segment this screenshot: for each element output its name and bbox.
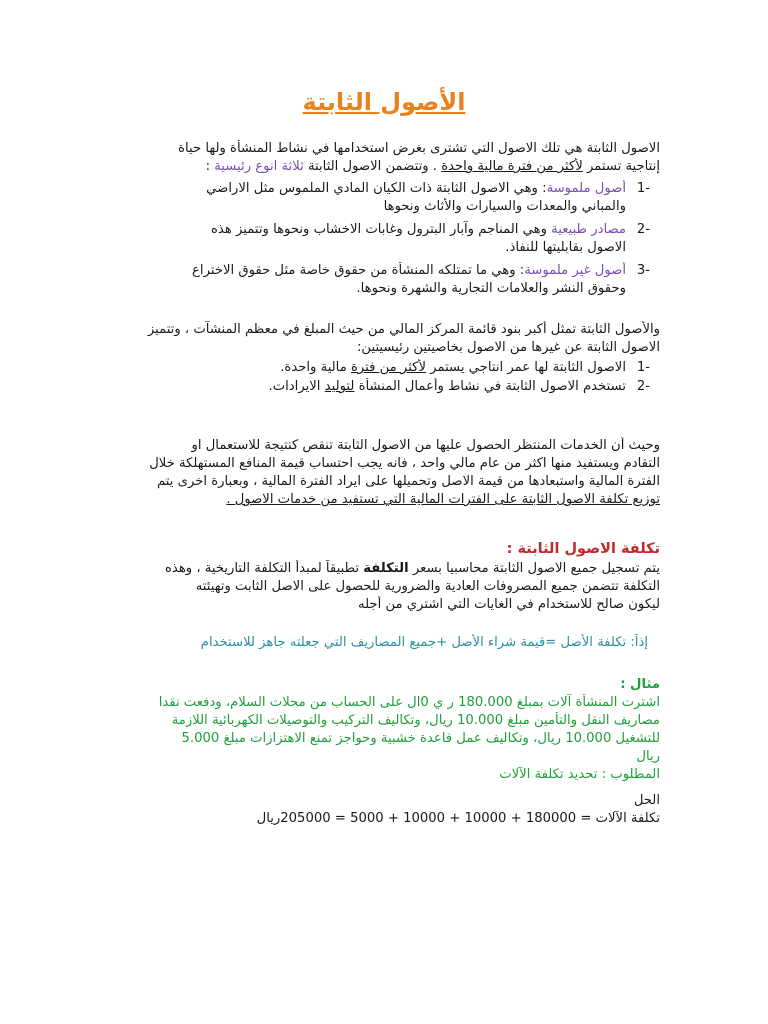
example-required: المطلوب : تحديد تكلفة الآلات <box>499 767 660 782</box>
paragraph-depreciation <box>108 437 660 509</box>
intro-text: إنتاجية تستمر <box>582 159 660 174</box>
list-item <box>110 221 650 257</box>
item-number: -1 <box>636 360 650 375</box>
intro-underlined: لأكثر من فترة مالية واحدة <box>441 159 583 174</box>
example-line: مصاريف النقل والتأمين مبلغ 10.000 ريال، وتكاليف التركيب والتوصيلات الكهربائية اللازمة <box>171 713 660 728</box>
example-line: اشترت المنشأة آلات بمبلغ 180.000 ر ي 0ال على الحساب من محلات السلام، ودفعت نقدا <box>158 695 660 710</box>
item-text-2: الاصول بقابليتها للنفاذ. <box>505 240 626 255</box>
item-name: أصول ملموسة <box>546 181 626 196</box>
item-text: الاصول الثابتة لها عمر انتاجي يستمر <box>425 360 626 375</box>
paragraph-line: الاصول الثابتة عن غيرها من الاصول بخاصيتين رئيسيتين: <box>356 340 660 355</box>
paragraph-line: الفترة المالية واستبعادها من قيمة الاصل وتحميلها على ايراد الفترة المالية ، وبعبارة اخرى يتم <box>157 474 660 489</box>
example-line: ريال <box>636 749 660 764</box>
example-heading: مثال : <box>620 677 660 692</box>
item-text: : وهي الاصول الثابتة ذات الكيان المادي الملموس مثل الاراضي <box>206 181 547 196</box>
item-underlined: لتوليد <box>324 379 355 394</box>
paragraph-bold: التكلفة <box>363 561 409 576</box>
paragraph-text: تطبيقاً لمبدأ التكلفة التاريخية ، وهذه <box>165 561 364 576</box>
item-underlined: لأكثر من فترة <box>350 360 426 375</box>
item-number: -1 <box>636 181 650 196</box>
paragraph-line: وحيث أن الخدمات المنتظر الحصول عليها من الاصول الثابتة تنقص كنتيجة للاستعمال او <box>191 438 660 453</box>
item-text: مالية واحدة. <box>280 360 351 375</box>
item-number: -2 <box>636 222 650 237</box>
solution-label: الحل <box>633 793 660 808</box>
example-section <box>108 676 660 784</box>
list-item <box>110 359 650 377</box>
paragraph-line: والأصول الثابتة تمثل أكبر بنود قائمة المركز المالي من حيث المبلغ في معظم المنشآت ، وتتميز <box>147 322 660 337</box>
page-title: الأصول الثابتة <box>302 88 466 116</box>
list-item <box>110 262 650 298</box>
intro-highlight: ثلاثة انوع رئيسية <box>214 159 304 174</box>
intro-text: . وتتضمن الاصول الثابتة <box>303 159 442 174</box>
list-item <box>110 180 650 216</box>
item-number: -3 <box>636 263 650 278</box>
intro-line-2 <box>108 158 660 176</box>
intro-text: : <box>205 159 215 174</box>
item-text: تستخدم الاصول الثابتة في نشاط وأعمال المنشأة <box>354 379 626 394</box>
item-name: مصادر طبيعية <box>551 222 626 237</box>
item-name: أصول غير ملموسة <box>524 263 626 278</box>
solution-section <box>108 792 660 828</box>
item-text: : وهي ما تمتلكه المنشأة من حقوق خاصة مثل حقوق الاختراع <box>192 263 525 278</box>
cost-section <box>108 538 660 614</box>
item-text: وهي المناجم وآبار البترول وغابات الاخشاب ونحوها وتتميز هذه <box>211 222 552 237</box>
section-heading: تكلفة الاصول الثابتة : <box>506 541 660 557</box>
intro-line-1: الاصول الثابتة هي تلك الاصول التي تشترى بغرض استخدامها في نشاط المنشأة ولها حياة <box>178 141 660 156</box>
cost-formula <box>96 634 648 652</box>
intro-paragraph <box>108 140 660 176</box>
paragraph-line: توزيع تكلفة الاصول الثابتة على الفترات المالية التي تستفيد من خدمات الاصول . <box>226 492 660 507</box>
item-text: الايرادات. <box>268 379 325 394</box>
item-number: -2 <box>636 379 650 394</box>
paragraph-text: يتم تسجيل جميع الاصول الثابتة محاسبيا بسعر <box>408 561 660 576</box>
paragraph-line: التقادم ويستفيد منها اكثر من عام مالي واحد ، فانه يجب احتساب قيمة المنافع المستهلكة خلال <box>149 456 660 471</box>
solution-line: تكلفة الآلات = 180000 + 10000 + 10000 + 5000 = 205000ريال <box>256 811 660 826</box>
paragraph-line: ليكون صالح للاستخدام في الغايات التي اشتري من أجله <box>358 597 660 612</box>
paragraph-line: التكلفة تتضمن جميع المصروفات العادية والضرورية للحصول على الاصل الثابت وتهيئته <box>195 579 660 594</box>
item-text-2: والمباني والمعدات والسيارات والأثاث ونحوها <box>383 199 626 214</box>
formula-line: إذاً: تكلفة الأصل =قيمة شراء الأصل +جميع المصاريف التي جعلته جاهز للاستخدام <box>200 635 648 650</box>
item-text-2: وحقوق النشر والعلامات التجارية والشهرة ونحوها. <box>356 281 626 296</box>
paragraph-characteristics <box>108 321 660 357</box>
list-item <box>110 378 650 396</box>
example-line: للتشغيل 10.000 ريال، وتكاليف عمل قاعدة خشبية وحواجز تمنع الاهتزازات مبلغ 5.000 <box>181 731 660 746</box>
